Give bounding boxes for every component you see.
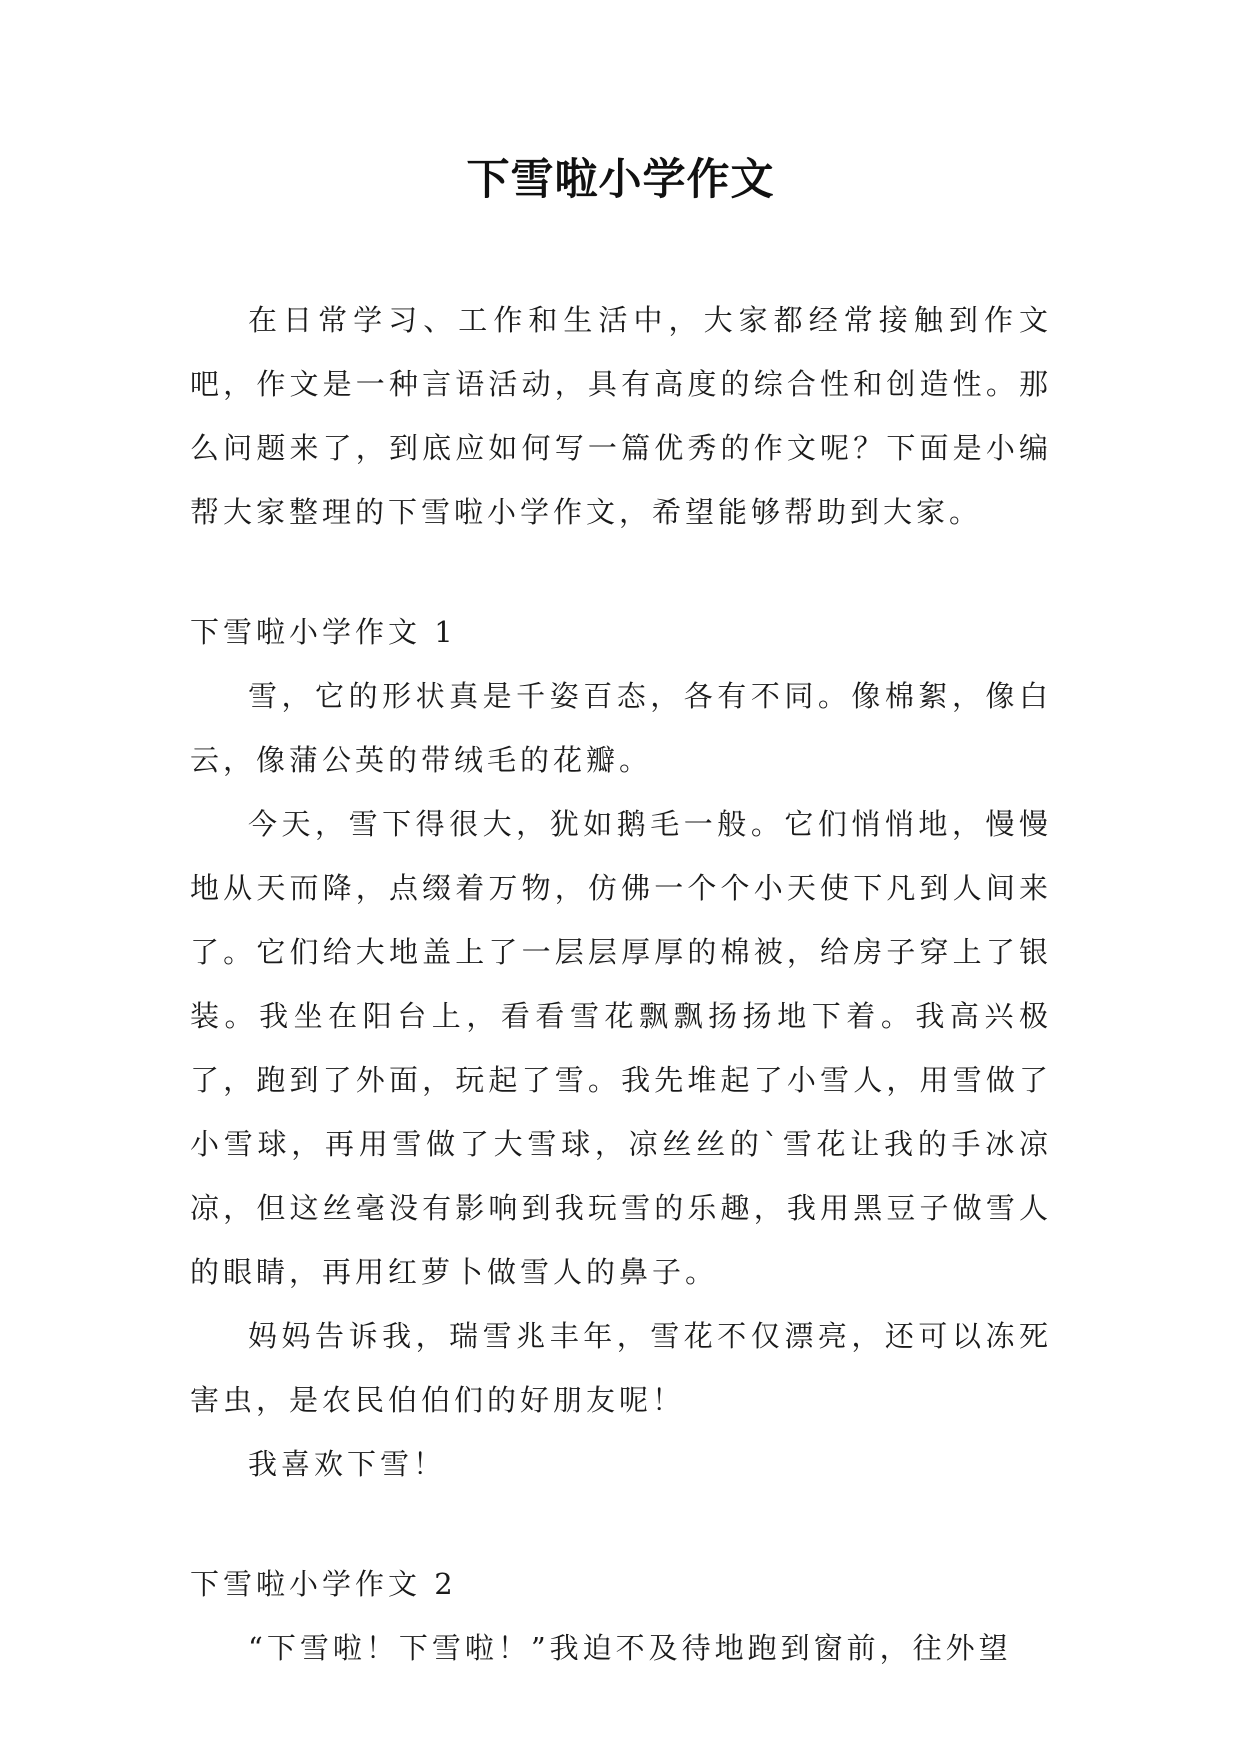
document-body bbox=[190, 288, 1052, 1680]
document-title: 下雪啦小学作文 bbox=[466, 155, 775, 205]
section-heading-1: 下雪啦小学作文 1 bbox=[190, 615, 457, 649]
section-1-paragraph-1: 雪，它的形状真是千姿百态，各有不同。像棉絮，像白云，像蒲公英的带绒毛的花瓣。 bbox=[190, 679, 1052, 777]
section-1-paragraph-4: 我喜欢下雪！ bbox=[248, 1447, 447, 1481]
section-2-paragraph-1: “下雪啦！下雪啦！”我迫不及待地跑到窗前，往外望 bbox=[248, 1631, 1012, 1665]
section-heading-2: 下雪啦小学作文 2 bbox=[190, 1567, 457, 1601]
section-1-paragraph-3: 妈妈告诉我，瑞雪兆丰年，雪花不仅漂亮，还可以冻死害虫，是农民伯伯们的好朋友呢！ bbox=[190, 1319, 1052, 1417]
intro-paragraph: 在日常学习、工作和生活中，大家都经常接触到作文吧，作文是一种言语活动，具有高度的综合性和创造性。那么问题来了，到底应如何写一篇优秀的作文呢？下面是小编帮大家整理的下雪啦小学作文，希望能够帮助到大家。 bbox=[190, 303, 1052, 529]
section-1-paragraph-2: 今天，雪下得很大，犹如鹅毛一般。它们悄悄地，慢慢地从天而降，点缀着万物，仿佛一个个小天使下凡到人间来了。它们给大地盖上了一层层厚厚的棉被，给房子穿上了银装。我坐在阳台上，看看雪花飘飘扬扬地下着。我高兴极了，跑到了外面，玩起了雪。我先堆起了小雪人，用雪做了小雪球，再用雪做了大雪球，凉丝丝的`雪花让我的手冰凉凉，但这丝毫没有影响到我玩雪的乐趣，我用黑豆子做雪人的眼睛，再用红萝卜做雪人的鼻子。 bbox=[190, 807, 1052, 1289]
